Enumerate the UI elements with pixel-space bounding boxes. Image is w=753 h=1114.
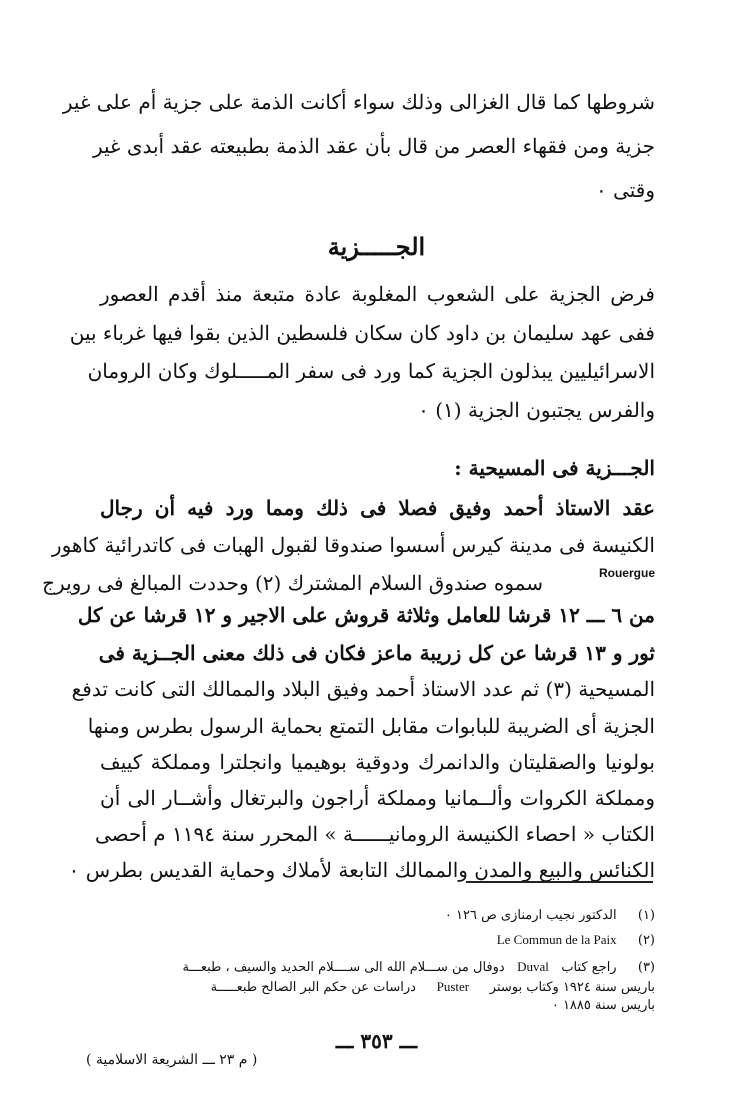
footnote-text: باريس سنة ١٩٢٤ وكتاب بوستر	[489, 980, 655, 995]
body-line: ففى عهد سليمان بن داود كان سكان فلسطين الذين بقوا فيها غرباء بين	[69, 321, 655, 345]
body-line: الكنيسة فى مدينة كيرس أسسوا صندوقا لقبول الهبات فى كاتدرائية كاهور	[51, 533, 655, 557]
body-line: ومملكة الكروات وألــمانيا ومملكة أراجون والبرتغال وأشــار الى أن	[100, 786, 655, 810]
section-heading-christianity: الجـــزية فى المسيحية :	[454, 456, 655, 480]
body-line: الاسرائيليين يبذلون الجزية كما ورد فى سفر المـــــلوك وكان الرومان	[87, 359, 655, 383]
footnote-separator	[466, 881, 653, 883]
footnote-number: (٢)	[637, 933, 655, 948]
body-line: جزية ومن فقهاء العصر من قال بأن عقد الذمة بطبيعته عقد أبدى غير	[92, 134, 655, 158]
body-line: الجزية أى الضريبة للبابوات مقابل التمتع بحماية الرسول بطرس ومنها	[87, 714, 655, 738]
body-line: بولونيا والصقليتان والدانمرك ودوقية بوهيميا وانجلترا ومملكة كييف	[100, 750, 655, 774]
latin-term-rouergue: Rouergue	[598, 566, 655, 580]
footnote-1	[100, 906, 655, 926]
section-heading-jizya: الجـــــزية	[327, 232, 426, 261]
body-line: ثور و ١٣ قرشا عن كل زريبة ماعز فكان فى ذلك معنى الجــزية فى	[98, 641, 655, 665]
footnote-latin-author: Duval	[517, 959, 549, 974]
footnote-text: دراسات عن حكم البر الصالح طبعـــــة	[210, 980, 416, 995]
footnote-latin-author: Puster	[436, 979, 470, 994]
footnote-3-line-3	[100, 996, 655, 1016]
footnote-3	[100, 957, 655, 978]
body-line: عقد الاستاذ أحمد وفيق فصلا فى ذلك ومما ورد فيه أن رجال	[100, 496, 655, 520]
footnote-number: (٣)	[637, 960, 655, 975]
body-line: الكنائس والبيع والمدن والممالك التابعة لأملاك وحماية القديس بطرس ٠	[68, 858, 655, 882]
body-line: الكتاب « احصاء الكنيسة الرومانيــــــة » المحرر سنة ١١٩٤ م أحصى	[94, 822, 655, 846]
footnote-text: دوفال من ســـلام الله الى ســــلام الحديد والسيف ، طبعـــة	[182, 960, 505, 975]
body-line: والفرس يجتبون الجزية (١) ٠	[418, 398, 655, 422]
body-line: من ٦ ـــ ١٢ قرشا للعامل وثلاثة قروش على الاجير و ١٢ قرشا عن كل	[77, 603, 655, 627]
footnote-2	[100, 930, 655, 951]
footnote-text: الدكتور نجيب ارمنازى ص ١٢٦ ٠	[444, 908, 617, 923]
footnote-3-line-2	[100, 977, 655, 998]
footnote-text: باريس سنة ١٨٨٥ ٠	[551, 998, 655, 1013]
body-line: فرض الجزية على الشعوب المغلوبة عادة متبعة منذ أقدم العصور	[100, 282, 655, 306]
body-line: شروطها كما قال الغزالى وذلك سواء أكانت الذمة على جزية أم على غير	[62, 90, 655, 114]
footnote-latin-title: Le Commun de la Paix	[496, 932, 617, 947]
body-line: المسيحية (٣) ثم عدد الاستاذ أحمد وفيق البلاد والممالك التى كانت تدفع	[71, 677, 655, 701]
footnote-text: راجع كتاب	[561, 960, 617, 975]
body-line: سموه صندوق السلام المشترك (٢) وحددت المبالغ فى رويرج	[42, 571, 543, 595]
body-line: وقتى ٠	[595, 178, 655, 202]
page-number: ـــ ٣٥٣ ـــ	[335, 1029, 418, 1053]
footnote-number: (١)	[637, 908, 655, 923]
signature-mark: ( م ٢٣ ـــ الشريعة الاسلامية )	[86, 1052, 258, 1068]
